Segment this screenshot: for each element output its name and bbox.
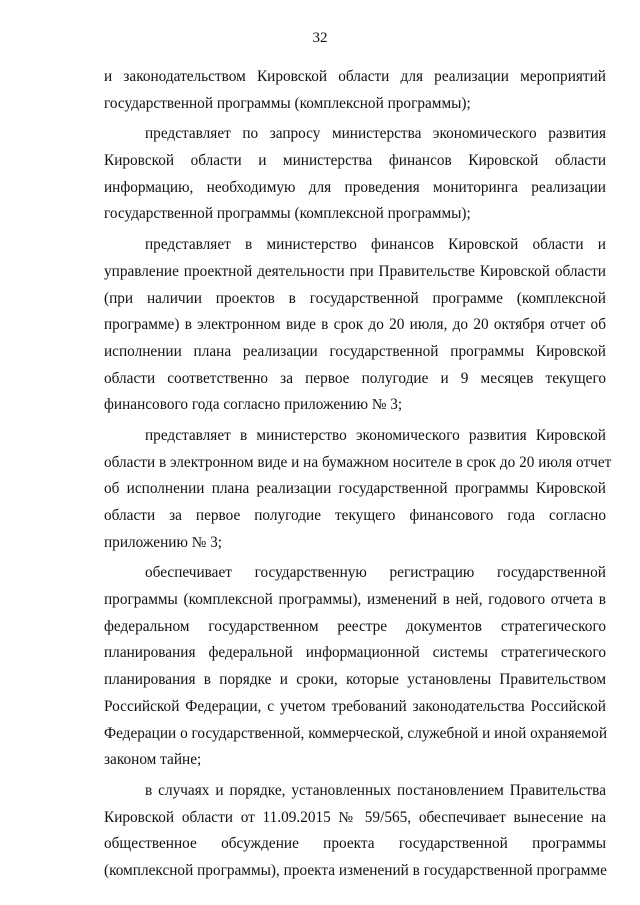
text-line: Кировской области и министерства финансов Кировской области [104,152,606,170]
text-line: об исполнении плана реализации государственной программы Кировской [104,480,606,498]
text-line: финансового года согласно приложению № 3; [104,396,403,414]
text-line: федеральном государственном реестре документов стратегического [104,617,606,635]
paragraph [104,423,612,556]
text-line: в случаях и порядке, установленных постановлением Правительства [145,781,606,799]
text-line: программе) в электронном виде в срок до 20 июля, до 20 октября отчет об [104,316,606,334]
body-text [104,64,612,885]
text-line: общественное обсуждение проекта государственной программы [104,835,606,853]
text-line: планирования федеральной информационной системы стратегического [104,644,606,662]
text-line: представляет в министерство экономического развития Кировской [145,426,606,444]
text-line: представляет в министерство финансов Кировской области и [145,236,606,254]
text-line: государственной программы (комплексной программы); [104,205,471,223]
text-line: (при наличии проектов в государственной программе (комплексной [104,289,606,307]
text-line: планирования в порядке и сроки, которые установлены Правительством [104,671,606,689]
text-line: Кировской области от 11.09.2015 № 59/565, обеспечивает вынесение на [104,808,606,826]
text-line: программы (комплексной программы), изменений в ней, годового отчета в [104,591,606,609]
text-line: Федерации о государственной, коммерческой, служебной и иной охраняемой [104,724,608,742]
text-line: (комплексной программы), проекта изменений в государственной программе [104,861,607,879]
text-line: приложению № 3; [104,533,223,551]
text-line: информацию, необходимую для проведения мониторинга реализации [104,178,606,196]
text-line: и законодательством Кировской области для реализации мероприятий [104,68,606,85]
text-line: области за первое полугодие текущего финансового года согласно [104,507,606,524]
text-line: Российской Федерации, с учетом требований законодательства Российской [104,697,606,715]
text-line: исполнении плана реализации государственной программы Кировской [104,342,606,360]
text-line: представляет по запросу министерства экономического развития [145,125,606,143]
text-line: области в электронном виде и на бумажном носителе в срок до 20 июля отчет [104,453,612,471]
paragraph [104,64,606,117]
paragraph [104,560,606,774]
text-line: государственной программы (комплексной программы); [104,94,471,112]
paragraph [104,778,606,885]
text-line: обеспечивает государственную регистрацию государственной [145,564,606,582]
paragraph [104,232,606,419]
page-number: 32 [312,30,328,46]
text-line: законом тайне; [104,751,202,769]
text-line: области соответственно за первое полугодие и 9 месяцев текущего [104,369,606,387]
paragraph [104,121,606,228]
text-line: управление проектной деятельности при Правительстве Кировской области [104,262,606,280]
